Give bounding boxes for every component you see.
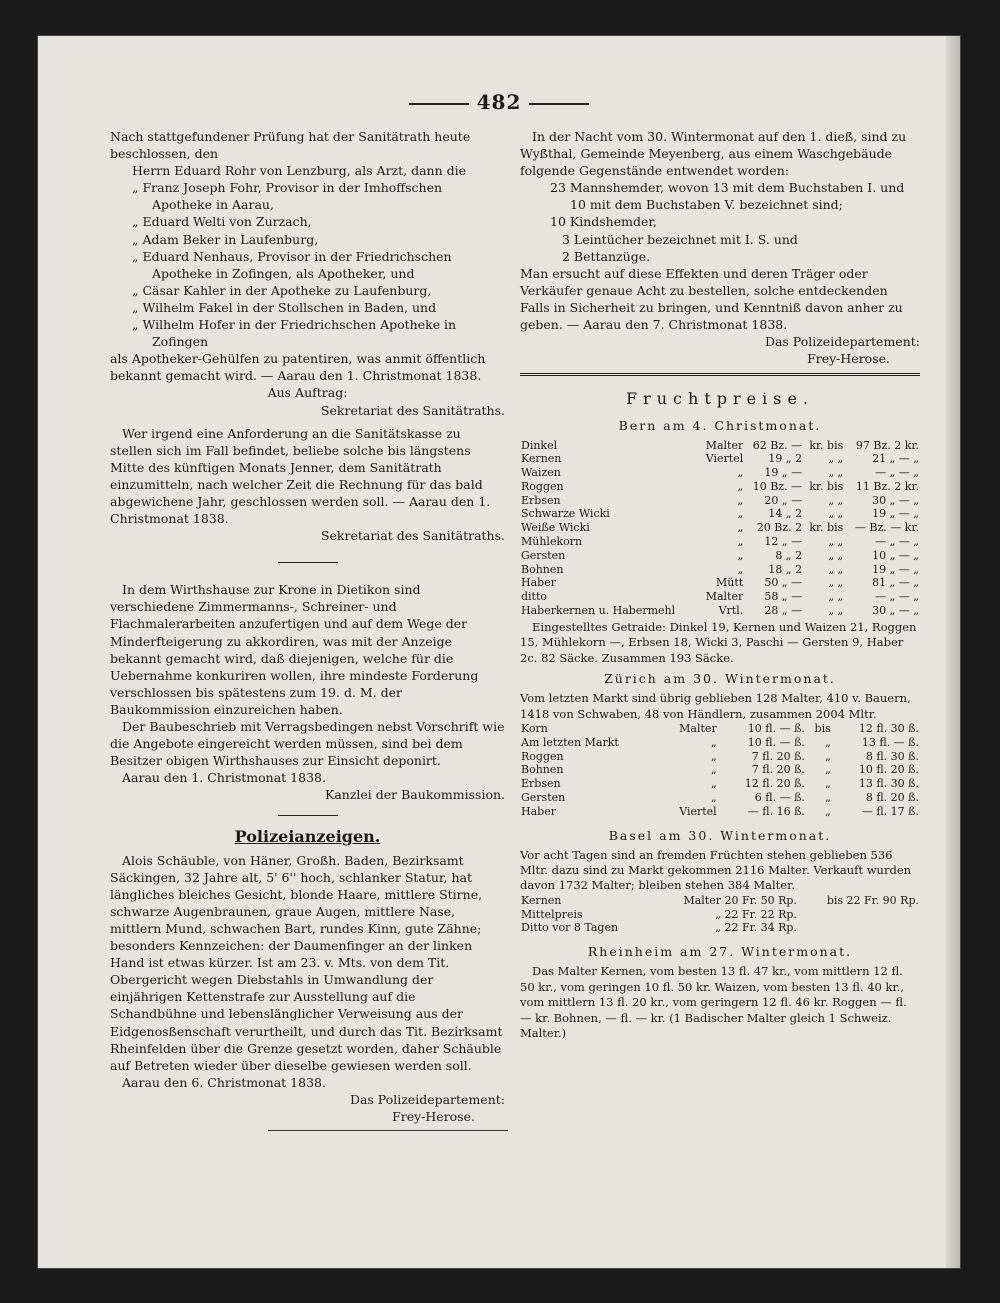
table-cell: „ bbox=[711, 790, 717, 804]
table-cell: 8 fl. 20 ß. bbox=[865, 790, 919, 804]
table-row bbox=[520, 480, 920, 494]
page-number-text: 482 bbox=[476, 90, 522, 114]
table-cell: 97 Bz. 2 kr. bbox=[855, 438, 919, 452]
page-number-rule-right bbox=[529, 103, 589, 105]
aus-auftrag: Aus Auftrag: bbox=[267, 385, 348, 401]
table-row bbox=[520, 763, 920, 777]
polizei-heading: Polizeianzeigen. bbox=[234, 827, 381, 847]
table-cell: Kernen bbox=[521, 893, 562, 907]
stolen-items-list bbox=[520, 179, 920, 264]
page-edge bbox=[946, 36, 960, 1268]
table-cell: 62 Bz. — bbox=[752, 438, 803, 452]
table-cell: 50 „ — bbox=[764, 576, 803, 590]
table-cell: 14 „ 2 bbox=[768, 507, 803, 521]
table-cell: „ „ bbox=[828, 548, 844, 562]
table-row bbox=[520, 722, 920, 736]
table-cell: „ bbox=[737, 562, 744, 576]
basel-price-table bbox=[520, 894, 920, 935]
table-row bbox=[520, 576, 920, 590]
table-cell: Kernen bbox=[521, 452, 562, 466]
table-cell: 6 fl. — ß. bbox=[754, 790, 805, 804]
table-cell: Haber bbox=[521, 576, 556, 590]
table-cell: 20 Bz. 2 bbox=[756, 521, 803, 535]
table-cell: 10 Bz. — bbox=[752, 479, 803, 493]
baubeschrieb-text: Der Baubeschrieb mit Verragsbedingen nebst Vorschrift wie die Angebote eingereicht werden müssen, sind bei dem Besitzer obigen Wirthshauses zur Einsicht deponirt. bbox=[110, 719, 505, 769]
table-cell: Waizen bbox=[521, 466, 561, 480]
zurich-price-table bbox=[520, 722, 920, 819]
table-cell: Schwarze Wicki bbox=[521, 507, 610, 521]
table-cell: „ bbox=[737, 548, 744, 562]
table-cell: „ „ bbox=[828, 562, 844, 576]
table-cell: kr. bis bbox=[809, 438, 844, 452]
list-item: „ Wilhelm Hofer in der Friedrichschen Apotheke in Zofingen bbox=[132, 317, 457, 350]
table-cell: 12 „ — bbox=[764, 535, 803, 549]
separator-rule bbox=[278, 562, 338, 563]
left-column bbox=[110, 128, 505, 1125]
table-cell: 19 „ — „ bbox=[872, 562, 919, 576]
zurich-heading: Zürich am 30. Wintermonat. bbox=[604, 671, 836, 687]
table-cell: — „ — „ bbox=[875, 535, 919, 549]
table-cell: „ „ bbox=[828, 493, 844, 507]
table-row bbox=[520, 736, 920, 750]
table-row bbox=[520, 507, 920, 521]
bern-heading: Bern am 4. Christmonat. bbox=[618, 418, 822, 434]
list-item: „ Franz Joseph Fohr, Provisor in der Imhoffschen Apotheke in Aarau, bbox=[132, 180, 443, 213]
table-cell: „ bbox=[737, 493, 744, 507]
table-cell: Bohnen bbox=[521, 763, 564, 777]
table-cell: kr. bis bbox=[809, 479, 844, 493]
zurich-intro: Vom letzten Markt sind übrig geblieben 128 Malter, 410 v. Bauern, 1418 von Schwaben, 48 von Händlern, zusammen 2004 Mltr. bbox=[520, 691, 911, 721]
table-cell: Malter bbox=[705, 590, 744, 604]
table-cell: „ bbox=[825, 790, 831, 804]
section-rule bbox=[520, 373, 920, 376]
table-cell: 19 „ — „ bbox=[872, 507, 919, 521]
table-cell: Gersten bbox=[521, 790, 566, 804]
bottom-rule bbox=[268, 1130, 508, 1131]
table-cell: 28 „ — bbox=[764, 604, 803, 618]
table-cell: Dinkel bbox=[521, 438, 558, 452]
table-cell: „ bbox=[737, 479, 744, 493]
table-cell: ditto bbox=[521, 590, 548, 604]
apotheker-list bbox=[110, 162, 505, 350]
table-cell: „ bbox=[711, 735, 717, 749]
kanzlei-signature: Kanzlei der Baukommission. bbox=[324, 787, 505, 803]
table-cell: Malter 20 Fr. 50 Rp. bbox=[683, 893, 797, 907]
table-cell: „ bbox=[825, 763, 831, 777]
table-cell: — fl. 17 ß. bbox=[861, 804, 919, 818]
table-cell: 10 fl. 20 ß. bbox=[858, 763, 919, 777]
table-cell: 19 „ — bbox=[764, 466, 803, 480]
bern-price-table bbox=[520, 439, 920, 618]
table-cell: Erbsen bbox=[521, 493, 561, 507]
table-cell: 12 fl. 20 ß. bbox=[744, 777, 805, 791]
table-cell: bis 22 Fr. 90 Rp. bbox=[826, 893, 919, 907]
table-cell: Mütt bbox=[716, 576, 744, 590]
table-cell: 10 fl. — ß. bbox=[747, 735, 805, 749]
list-item: 3 Leintücher bezeichnet mit I. S. und bbox=[562, 231, 798, 247]
anforderung-text: Wer irgend eine Anforderung an die Sanitätskasse zu stellen sich im Fall befindet, beliebe solche bis längstens Mitte des künftigen Monats Jenner, dem Sanitätrath einzumitteln, nach welcher Zeit die Rechnung für das bald abgewichene Jahr, geschlossen werden soll. — Aarau den 1. Christmonat 1838. bbox=[110, 425, 491, 527]
table-cell: Vrtl. bbox=[718, 604, 744, 618]
table-cell: „ „ bbox=[828, 452, 844, 466]
table-cell: „ „ bbox=[828, 576, 844, 590]
table-cell: „ „ bbox=[828, 535, 844, 549]
table-row bbox=[520, 535, 920, 549]
list-item: „ Cäsar Kahler in der Apotheke zu Laufenburg, bbox=[132, 282, 432, 298]
table-cell: Korn bbox=[521, 721, 548, 735]
table-cell: — fl. 16 ß. bbox=[747, 804, 805, 818]
table-row bbox=[520, 494, 920, 508]
table-cell: „ bbox=[825, 804, 831, 818]
table-row bbox=[520, 921, 920, 935]
table-cell: Malter bbox=[705, 438, 744, 452]
table-cell: „ bbox=[737, 466, 744, 480]
table-row bbox=[520, 777, 920, 791]
table-cell: 19 „ 2 bbox=[768, 452, 803, 466]
table-row bbox=[520, 439, 920, 453]
table-cell: 21 „ — „ bbox=[872, 452, 919, 466]
table-cell: bis bbox=[814, 721, 831, 735]
table-cell: Viertel bbox=[679, 804, 717, 818]
list-item: 23 Mannshemder, wovon 13 mit dem Buchstaben I. und 10 mit dem Buchstaben V. bezeichnet sind; bbox=[550, 180, 905, 213]
separator-rule bbox=[278, 815, 338, 816]
table-cell: 30 „ — „ bbox=[872, 493, 919, 507]
table-cell: 10 „ — „ bbox=[872, 548, 919, 562]
table-cell: Haberkernen u. Habermehl bbox=[521, 604, 676, 618]
table-cell: — „ — „ bbox=[875, 466, 919, 480]
table-cell: 7 fl. 20 ß. bbox=[751, 763, 805, 777]
table-cell: „ „ bbox=[828, 466, 844, 480]
table-cell: 13 fl. — ß. bbox=[861, 735, 919, 749]
polizeidepartement-label: Das Polizeidepartement: bbox=[349, 1091, 505, 1107]
right-column bbox=[520, 128, 920, 1041]
table-row bbox=[520, 791, 920, 805]
basel-heading: Basel am 30. Wintermonat. bbox=[608, 827, 832, 843]
table-cell: Gersten bbox=[521, 548, 566, 562]
rheinheim-heading: Rheinheim am 27. Wintermonat. bbox=[587, 944, 853, 960]
table-cell: „ „ bbox=[828, 507, 844, 521]
eingestellt-text: Eingestelltes Getraide: Dinkel 19, Kernen und Waizen 21, Roggen 15, Mühlekorn —, Erbsen 18, Wicki 3, Paschi — Gersten 9, Haber 2c. 82 Säcke. Zusammen 193 Säcke. bbox=[520, 619, 917, 665]
table-cell: Viertel bbox=[705, 452, 744, 466]
diebstahl-text: In der Nacht vom 30. Wintermonat auf den 1. dieß, sind zu Wyßthal, Gemeinde Meyenberg, aus einem Waschgebäude folgende Gegenstände entwendet worden: bbox=[520, 129, 907, 179]
table-cell: „ bbox=[711, 749, 717, 763]
table-cell: — „ — „ bbox=[875, 590, 919, 604]
table-cell: „ bbox=[737, 507, 744, 521]
table-cell: „ 22 Fr. 22 Rp. bbox=[715, 907, 797, 921]
table-cell bbox=[798, 921, 920, 935]
table-cell: Mittelpreis bbox=[521, 907, 583, 921]
table-cell: „ bbox=[737, 521, 744, 535]
table-cell: Malter bbox=[679, 721, 717, 735]
table-cell: kr. bis bbox=[809, 521, 844, 535]
wirthshaus-text: In dem Wirthshause zur Krone in Dietikon sind verschiedene Zimmermanns-, Schreiner- und Flachmalerarbeiten anzufertigen und auf dem Wege der Minderfteigerung zu akkordiren, was mit der Anzeige bekannt gemacht wird, daß diejenigen, welche für die Uebernahme konkuriren wollen, ihre mindeste Forderung verschlossen bis spätestens zum 19. d. M. der Baukommission einzureichen haben. bbox=[110, 582, 479, 717]
table-cell: Weiße Wicki bbox=[521, 521, 590, 535]
list-item: „ Eduard Welti von Zurzach, bbox=[132, 214, 312, 230]
list-item: 10 Kindshemder, bbox=[550, 214, 657, 230]
table-cell: Mühlekorn bbox=[521, 535, 583, 549]
table-cell: „ bbox=[711, 763, 717, 777]
list-item: „ Wilhelm Fakel in der Stollschen in Baden, und bbox=[132, 299, 437, 315]
table-cell: „ bbox=[825, 749, 831, 763]
table-cell: Am letzten Markt bbox=[521, 735, 619, 749]
ersuchen-text: Man ersucht auf diese Effekten und deren Träger oder Verkäufer genaue Acht zu bestellen, solche entdeckenden Falls in Sicherheit zu bringen, und Kenntniß davon anher zu geben. — Aarau den 7. Christmonat 1838. bbox=[520, 265, 903, 333]
table-row bbox=[520, 604, 920, 618]
table-cell: 11 Bz. 2 kr. bbox=[855, 479, 919, 493]
table-row bbox=[520, 750, 920, 764]
sekretariat-signature-1: Sekretariat des Sanitätraths. bbox=[320, 402, 505, 418]
table-cell: „ bbox=[825, 777, 831, 791]
list-item: „ Eduard Nenhaus, Provisor in der Friedrichschen Apotheke in Zofingen, als Apotheker, und bbox=[132, 248, 452, 281]
table-cell: 81 „ — „ bbox=[872, 576, 919, 590]
table-cell: Bohnen bbox=[521, 562, 564, 576]
newspaper-page bbox=[38, 36, 960, 1268]
table-row bbox=[520, 521, 920, 535]
table-cell: „ bbox=[825, 735, 831, 749]
table-cell: 18 „ 2 bbox=[768, 562, 803, 576]
table-row bbox=[520, 452, 920, 466]
table-cell: 12 fl. 30 ß. bbox=[858, 721, 919, 735]
table-row bbox=[520, 563, 920, 577]
table-cell: Erbsen bbox=[521, 777, 561, 791]
table-row bbox=[520, 908, 920, 922]
table-cell: 58 „ — bbox=[764, 590, 803, 604]
sanitaet-intro: Nach stattgefundener Prüfung hat der Sanitätrath heute beschlossen, den bbox=[110, 129, 471, 162]
table-cell: Haber bbox=[521, 804, 556, 818]
polizei-text: Alois Schäuble, von Häner, Großh. Baden, Bezirksamt Säckingen, 32 Jahre alt, 5' 6'' hoch, schlanker Statur, hat längliches bleiches Gesicht, blonde Haare, mittlere Stirne, schwarze Augenbraunen, graue Augen, mittlere Nase, mittlern Mund, schwachen Bart, rundes Kinn, gute Zähne; besonders Kennzeichen: der Daumenfinger an der linken Hand ist etwas kürzer. Ist am 23. v. Mts. von dem Tit. Obergericht wegen Diebstahls in Umwandlung der einjährigen Kettenstrafe zur Ausstellung auf die Schandbühne und lebenslänglicher Verweisung aus der Eidgenosßenschaft verurtheilt, und durch das Tit. Bezirksamt Rheinfelden über die Grenze gesetzt worden, daher Schäuble auf Betreten wieder über dieselbe gewiesen werden soll. bbox=[110, 852, 503, 1073]
table-cell: Roggen bbox=[521, 479, 564, 493]
list-item: „ Adam Beker in Laufenburg, bbox=[132, 231, 319, 247]
table-cell: 8 fl. 30 ß. bbox=[865, 749, 919, 763]
table-cell: 30 „ — „ bbox=[872, 604, 919, 618]
fruchtpreise-heading: Fruchtpreise. bbox=[626, 389, 814, 409]
frey-herose-signature: Frey-Herose. bbox=[392, 1108, 475, 1124]
table-row bbox=[520, 549, 920, 563]
table-cell: Ditto vor 8 Tagen bbox=[521, 921, 619, 935]
aarau-date-1: Aarau den 1. Christmonat 1838. bbox=[122, 770, 326, 786]
list-item: Herrn Eduard Rohr von Lenzburg, als Arzt, dann die bbox=[132, 163, 467, 179]
table-cell: — Bz. — kr. bbox=[854, 521, 919, 535]
table-row bbox=[520, 466, 920, 480]
table-cell: 8 „ 2 bbox=[775, 548, 803, 562]
sekretariat-signature-2: Sekretariat des Sanitätraths. bbox=[320, 528, 505, 544]
table-cell: 10 fl. — ß. bbox=[747, 721, 805, 735]
table-cell: 20 „ — bbox=[764, 493, 803, 507]
table-cell: „ 22 Fr. 34 Rp. bbox=[715, 921, 797, 935]
frey-herose-signature: Frey-Herose. bbox=[807, 351, 890, 367]
page-number-rule-left bbox=[409, 103, 469, 105]
table-row bbox=[520, 590, 920, 604]
patent-text: als Apotheker-Gehülfen zu patentiren, was anmit öffentlich bekannt gemacht wird. — Aarau den 1. Christmonat 1838. bbox=[110, 351, 486, 384]
table-cell: 13 fl. 30 ß. bbox=[858, 777, 919, 791]
table-cell: „ bbox=[737, 535, 744, 549]
table-row bbox=[520, 805, 920, 819]
table-cell: 7 fl. 20 ß. bbox=[751, 749, 805, 763]
basel-intro: Vor acht Tagen sind an fremden Früchten stehen geblieben 536 Mltr. dazu sind zu Markt gekommen 2116 Malter. Verkauft wurden davon 1732 Malter; bleiben stehen 384 Malter. bbox=[520, 847, 912, 893]
table-cell bbox=[798, 908, 920, 922]
table-cell: „ bbox=[711, 777, 717, 791]
table-cell: Roggen bbox=[521, 749, 564, 763]
table-row bbox=[520, 894, 920, 908]
table-cell: „ „ bbox=[828, 590, 844, 604]
list-item: 2 Bettanzüge. bbox=[562, 248, 651, 264]
page-number bbox=[38, 90, 960, 114]
table-cell: „ „ bbox=[828, 604, 844, 618]
aarau-date-2: Aarau den 6. Christmonat 1838. bbox=[122, 1074, 326, 1090]
polizeidepartement-label: Das Polizeidepartement: bbox=[764, 334, 920, 350]
rheinheim-text: Das Malter Kernen, vom besten 13 fl. 47 kr., vom mittlern 12 fl. 50 kr., vom geringen 10 fl. 50 kr. Waizen, vom besten 13 fl. 40 kr., vom mittlern 13 fl. 20 kr., vom geringern 12 fl. 46 kr. Roggen — fl. — kr. Bohnen, — fl. — kr. (1 Badischer Malter gleich 1 Schweiz. Malter.) bbox=[520, 964, 907, 1040]
